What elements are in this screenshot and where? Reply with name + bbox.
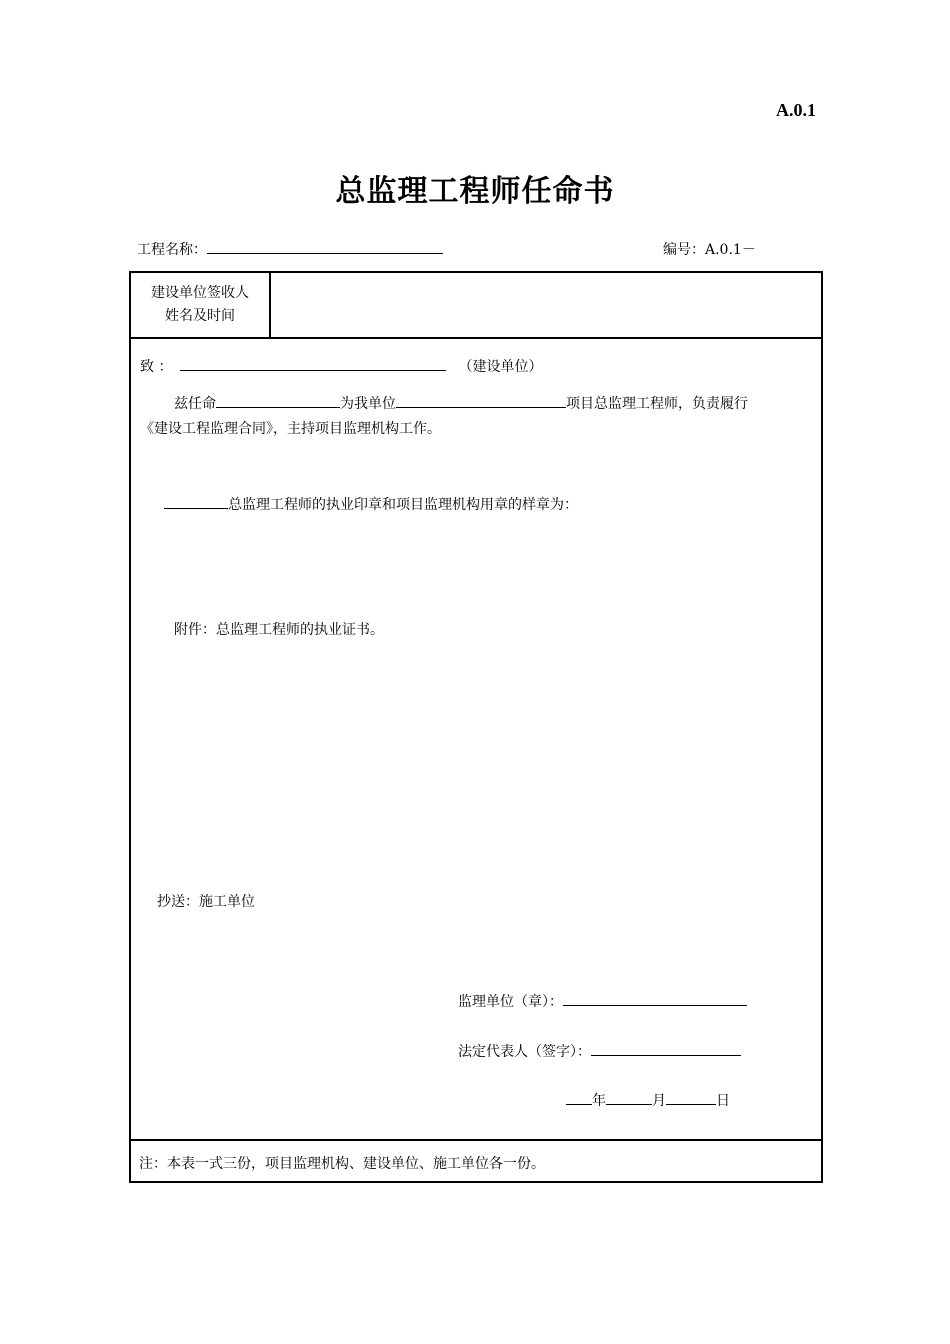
appoint-suffix: 项目总监理工程师，负责履行 — [566, 396, 748, 412]
seal-line — [164, 494, 578, 514]
cc-text: 抄送：施工单位 — [157, 894, 255, 910]
document-code: A.0.1 — [776, 100, 816, 120]
note-text: 注：本表一式三份，项目监理机构、建设单位、施工单位各一份。 — [139, 1156, 545, 1172]
appoint-line2: 《建设工程监理合同》，主持项目监理机构工作。 — [140, 421, 441, 437]
project-name-field[interactable] — [207, 239, 443, 254]
project-name-label: 工程名称： — [137, 242, 207, 258]
seal-text: 总监理工程师的执业印章和项目监理机构用章的样章为： — [228, 497, 578, 513]
to-unit-field[interactable] — [180, 356, 446, 371]
receiver-label-line2: 姓名及时间 — [165, 308, 235, 324]
supervisor-unit-line — [458, 991, 747, 1011]
month-label: 月 — [652, 1093, 666, 1109]
to-suffix: （建设单位） — [458, 359, 543, 375]
attachment-text: 附件：总监理工程师的执业证书。 — [174, 622, 384, 638]
legal-rep-label: 法定代表人（签字）： — [458, 1044, 591, 1060]
supervisor-unit-label: 监理单位（章）： — [458, 994, 563, 1010]
legal-rep-signature-field[interactable] — [591, 1041, 741, 1056]
number-label: 编号：A.0.1－ — [663, 242, 756, 258]
month-field[interactable] — [606, 1090, 652, 1105]
appoint-prefix: 兹任命 — [174, 396, 216, 412]
day-field[interactable] — [666, 1090, 716, 1105]
appointee-field[interactable] — [216, 393, 340, 408]
form-table — [129, 271, 823, 1183]
to-prefix: 致 ： — [140, 359, 173, 375]
appoint-middle: 为我单位 — [340, 396, 396, 412]
seal-name-field[interactable] — [164, 494, 228, 509]
day-label: 日 — [716, 1093, 730, 1109]
appoint-line1 — [174, 393, 748, 413]
receiver-field[interactable] — [271, 273, 821, 337]
project-field[interactable] — [396, 393, 566, 408]
legal-rep-line — [458, 1041, 741, 1061]
receiver-label — [131, 273, 271, 337]
supervisor-unit-field[interactable] — [563, 991, 747, 1006]
receiver-label-line1: 建设单位签收人 — [151, 285, 249, 301]
year-field[interactable] — [566, 1090, 592, 1105]
number-line — [663, 239, 756, 259]
project-name-line — [137, 239, 443, 259]
page-title: 总监理工程师任命书 — [335, 174, 615, 209]
receiver-row — [131, 273, 821, 339]
date-line — [566, 1090, 730, 1110]
to-line — [140, 356, 542, 376]
note-row — [131, 1139, 821, 1183]
year-label: 年 — [592, 1093, 606, 1109]
